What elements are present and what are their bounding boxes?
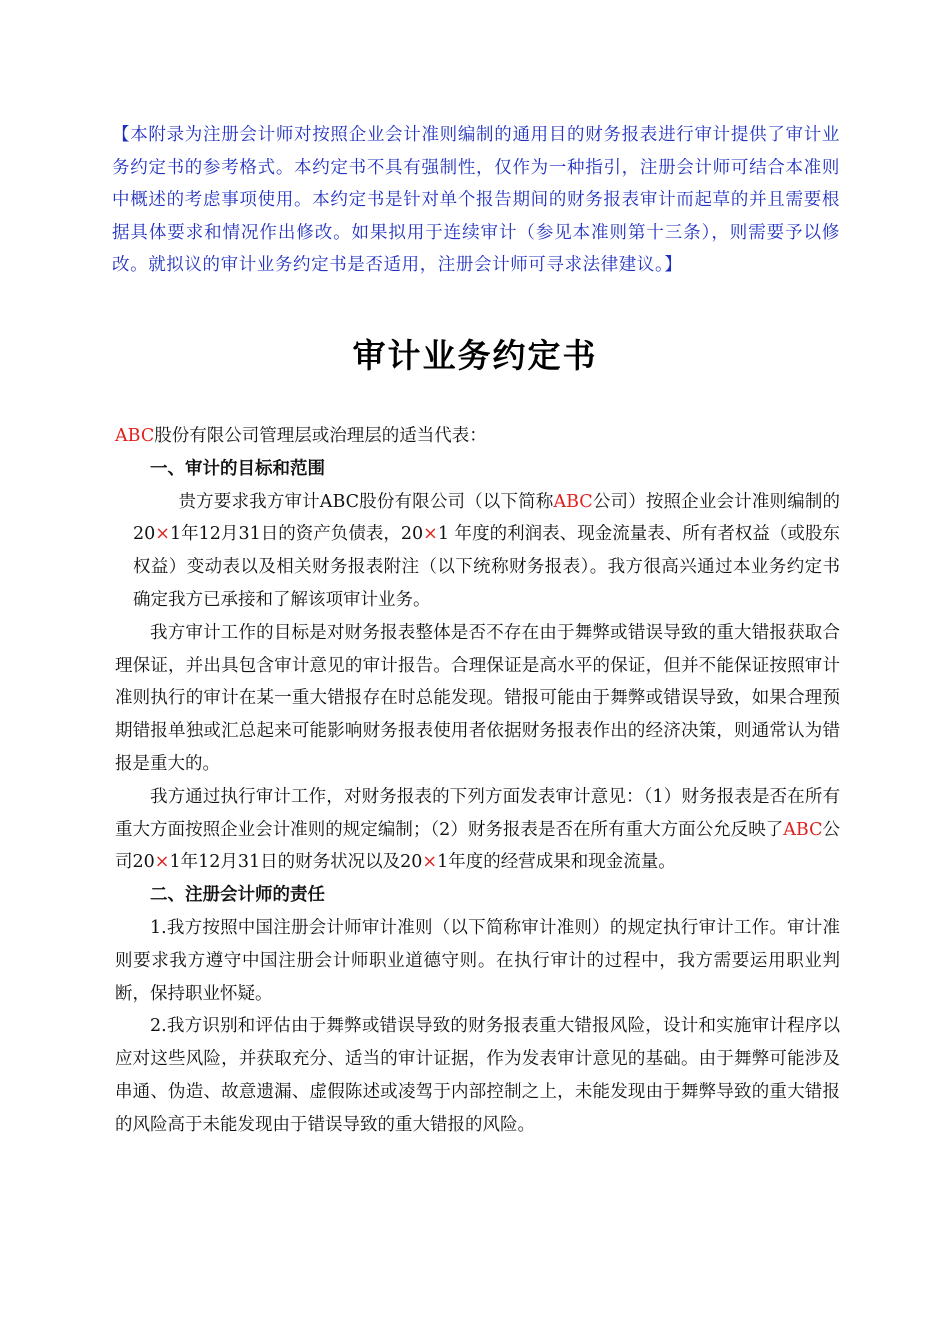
paragraph-responsibility-1: 1.我方按照中国注册会计师审计准则（以下简称审计准则）的规定执行审计工作。审计准则要求我方遵守中国注册会计师职业道德守则。在执行审计的过程中，我方需要运用职业判断，保持职业怀疑。	[115, 917, 840, 1004]
paragraph-objective: 我方审计工作的目标是对财务报表整体是否不存在由于舞弊或错误导致的重大错报获取合理保证，并出具包含审计意见的审计报告。合理保证是高水平的保证，但并不能保证按照审计准则执行的审计在某一重大错报存在时总能发现。错报可能由于舞弊或错误导致，如果合理预期错报单独或汇总起来可能影响财务报表使用者依据财务报表作出的经济决策，则通常认为错报是重大的。	[115, 622, 840, 774]
paragraph-opinion: 我方通过执行审计工作，对财务报表的下列方面发表审计意见：（1）财务报表是否在所有重大方面按照企业会计准则的规定编制；（2）财务报表是否在所有重大方面公允反映了ABC公司20×1年12月31日的财务状况以及20×1年度的经营成果和现金流量。	[115, 786, 840, 873]
abc-company-name: ABC	[115, 426, 155, 446]
year-placeholder-mark: ×	[155, 524, 170, 545]
salutation	[115, 420, 840, 453]
document-title: 审计业务约定书	[352, 336, 598, 375]
document-body	[115, 420, 840, 1142]
year-placeholder-mark: ×	[154, 852, 170, 873]
abc-company-name: ABC	[553, 491, 593, 512]
section-heading-responsibilities: 二、注册会计师的责任	[150, 885, 325, 906]
paragraph-scope: 贵方要求我方审计ABC股份有限公司（以下简称ABC公司）按照企业会计准则编制的20×1年12月31日的资产负债表，20×1 年度的利润表、现金流量表、所有者权益（或股东权益）变动表以及相关财务报表附注（以下统称财务报表）。我方很高兴通过本业务约定书确定我方已承接和了解该项审计业务。	[133, 491, 841, 610]
year-placeholder-mark: ×	[422, 852, 438, 873]
paragraph-responsibility-2: 2.我方识别和评估由于舞弊或错误导致的财务报表重大错报风险，设计和实施审计程序以应对这些风险，并获取充分、适当的审计证据，作为发表审计意见的基础。由于舞弊可能涉及串通、伪造、故意遗漏、虚假陈述或凌驾于内部控制之上，未能发现由于舞弊导致的重大错报的风险高于未能发现由于错误导致的重大错报的风险。	[115, 1016, 840, 1135]
appendix-note: 【本附录为注册会计师对按照企业会计准则编制的通用目的财务报表进行审计提供了审计业务约定书的参考格式。本约定书不具有强制性，仅作为一种指引，注册会计师可结合本准则中概述的考虑事项使用。本约定书是针对单个报告期间的财务报表审计而起草的并且需要根据具体要求和情况作出修改。如果拟用于连续审计（参见本准则第十三条），则需要予以修改。就拟议的审计业务约定书是否适用，注册会计师可寻求法律建议。】	[112, 125, 840, 275]
section-heading-objectives: 一、审计的目标和范围	[150, 458, 325, 479]
year-placeholder-mark: ×	[423, 524, 438, 545]
salutation-text: 股份有限公司管理层或治理层的适当代表：	[154, 426, 487, 446]
abc-company-name: ABC	[783, 819, 823, 840]
